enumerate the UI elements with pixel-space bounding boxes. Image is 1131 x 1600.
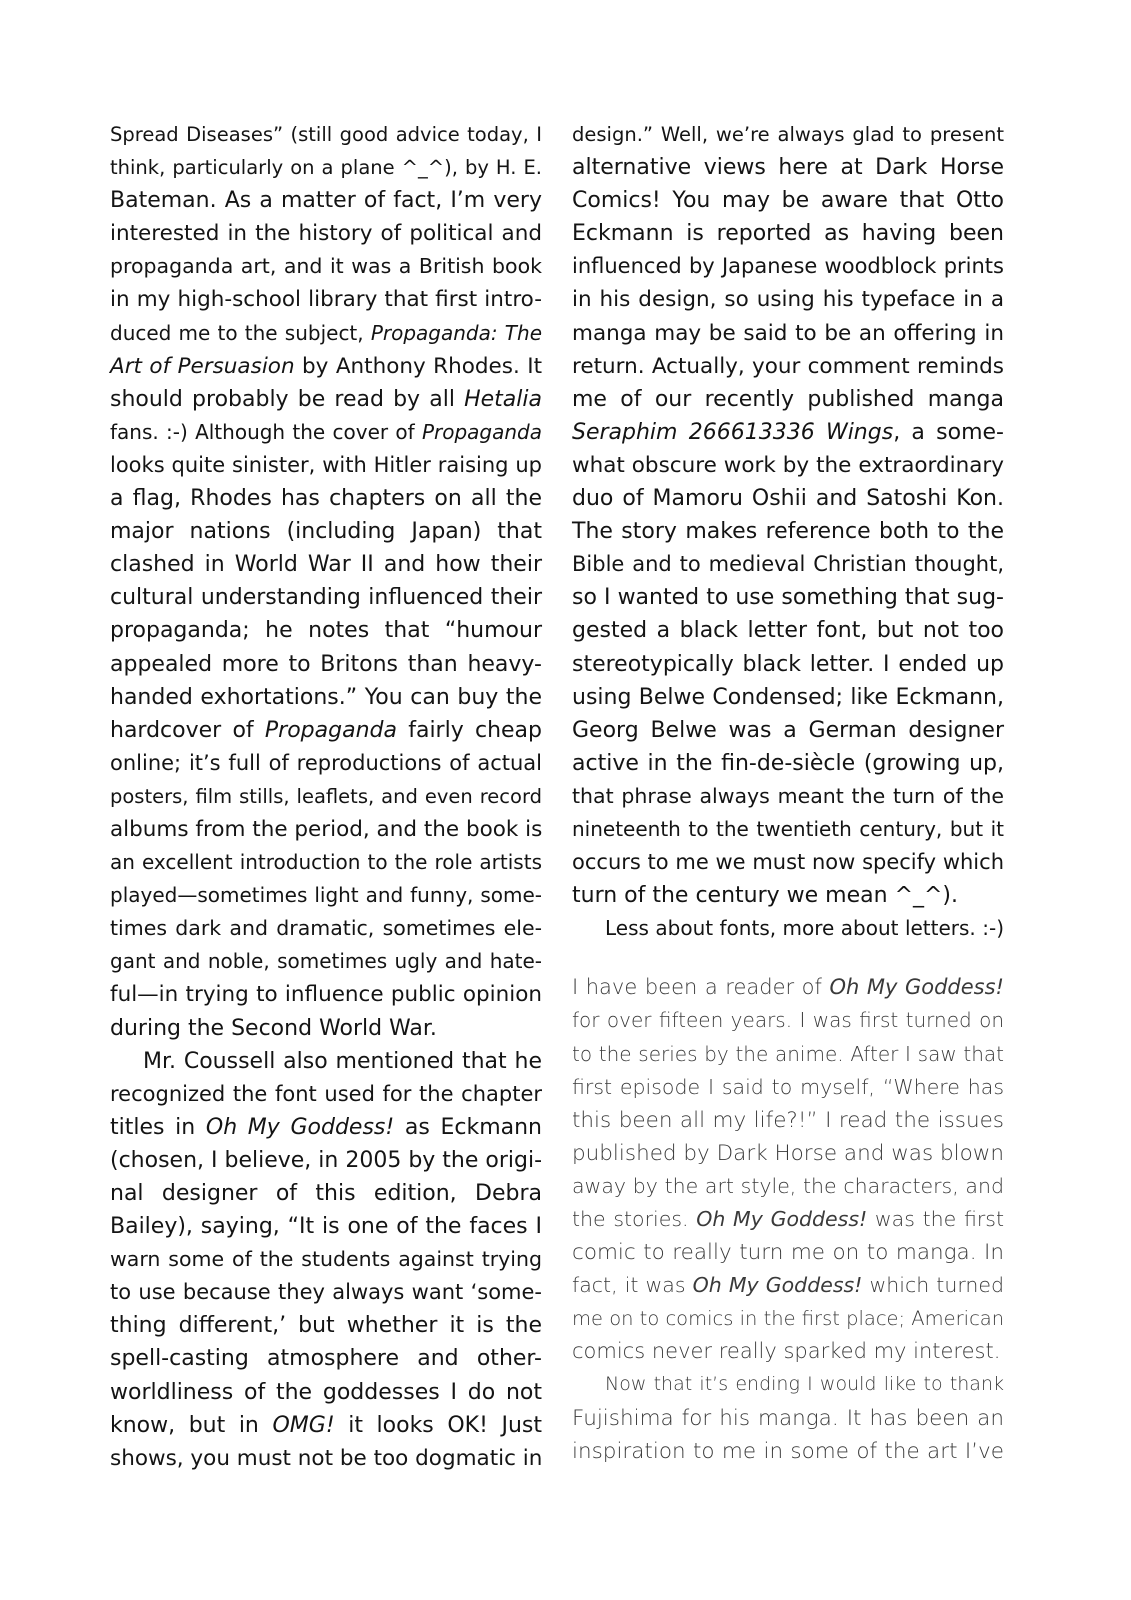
- text-line: this been all my life?!” I read the issues: [572, 1107, 1004, 1133]
- text-line: Bailey), saying, “It is one of the faces I: [110, 1214, 542, 1240]
- manga-title: OMG!: [272, 1412, 335, 1438]
- book-title: Propaganda: The: [370, 320, 542, 345]
- text-line: nineteenth to the twentieth century, but it: [572, 816, 1004, 841]
- manga-title: Oh My Goddess!: [205, 1114, 395, 1140]
- manga-title: Oh My Goddess!: [696, 1207, 868, 1231]
- text-line: for over fifteen years. I was first turned on: [572, 1008, 1004, 1033]
- text-line: interested in the history of political and: [110, 221, 542, 247]
- text-line: stereotypically black letter. I ended up: [572, 651, 1004, 677]
- text-line: in my high-school library that first intro-: [110, 287, 542, 313]
- text-line: think, particularly on a plane ^_^), by H. E.: [110, 156, 542, 180]
- text-line: active in the fin-de-siècle (growing up,: [572, 750, 1004, 776]
- left-column: [110, 118, 542, 1475]
- text-line: during the Second World War.: [110, 1015, 437, 1041]
- text-line: fans. :-) Although the cover of Propaganda: [110, 419, 542, 444]
- text-line: so I wanted to use something that sug-: [572, 585, 1004, 611]
- text-line: to use because they always want ‘some-: [110, 1280, 542, 1305]
- text-line: published by Dark Horse and was blown: [572, 1140, 1004, 1166]
- text-line: that phrase always meant the turn of the: [572, 783, 1004, 808]
- text-line: duo of Mamoru Oshii and Satoshi Kon.: [572, 486, 1004, 512]
- text-line: Fujishima for his manga. It has been an: [572, 1405, 1004, 1431]
- text-line: know, but in OMG! it looks OK! Just: [110, 1412, 543, 1438]
- text-line: clashed in World War II and how their: [110, 552, 542, 578]
- text-line: should probably be read by all Hetalia: [110, 386, 542, 412]
- text-line: me of our recently published manga: [572, 386, 1004, 412]
- book-title: Propaganda: [421, 419, 542, 444]
- text-line: using Belwe Condensed; like Eckmann,: [572, 684, 1004, 710]
- text-line: Bateman. As a matter of fact, I’m very: [110, 188, 542, 214]
- text-line: spell-casting atmosphere and other-: [110, 1346, 542, 1372]
- text-line: occurs to me we must now specify which: [572, 850, 1004, 875]
- text-line: the stories. Oh My Goddess! was the first: [572, 1207, 1005, 1231]
- text-line: Mr. Coussell also mentioned that he: [143, 1048, 542, 1074]
- text-line: me on to comics in the first place; American: [572, 1307, 1005, 1331]
- text-line: turn of the century we mean ^_^).: [572, 883, 959, 909]
- text-line: Seraphim 266613336 Wings, a some-: [572, 419, 1004, 445]
- text-line: manga may be said to be an offering in: [572, 320, 1004, 346]
- text-line: Less about fonts, more about letters. :-): [605, 916, 1004, 941]
- manga-title: Seraphim 266613336 Wings: [572, 419, 894, 445]
- text-line: propaganda; he notes that “humour: [110, 618, 542, 644]
- text-line: alternative views here at Dark Horse: [572, 155, 1004, 181]
- text-line: propaganda art, and it was a British book: [110, 254, 542, 279]
- text-line: shows, you must not be too dogmatic in: [110, 1445, 543, 1471]
- book-title: Propaganda: [264, 717, 397, 743]
- text-line: nal designer of this edition, Debra: [110, 1181, 542, 1206]
- text-line: appealed more to Britons than heavy-: [110, 651, 542, 677]
- text-line: hardcover of Propaganda fairly cheap: [110, 717, 542, 743]
- text-line: warn some of the students against trying: [110, 1247, 542, 1272]
- manga-title: Hetalia: [464, 386, 542, 412]
- text-line: an excellent introduction to the role artists: [110, 850, 542, 875]
- text-line: titles in Oh My Goddess! as Eckmann: [110, 1114, 543, 1140]
- text-line: albums from the period, and the book is: [110, 816, 543, 842]
- text-line: gested a black letter font, but not too: [572, 618, 1004, 644]
- text-line: major nations (including Japan) that: [110, 519, 542, 545]
- text-line: (chosen, I believe, in 2005 by the origi-: [110, 1147, 543, 1173]
- text-line: design.” Well, we’re always glad to present: [572, 123, 1004, 146]
- text-line: Spread Diseases” (still good advice today, I: [110, 123, 542, 146]
- text-line: first episode I said to myself, “Where has: [572, 1074, 1004, 1099]
- text-line: recognized the font used for the chapter: [110, 1081, 542, 1106]
- text-line: Eckmann is reported as having been: [572, 221, 1004, 247]
- text-line: comics never really sparked my interest.: [572, 1339, 1001, 1364]
- text-line: posters, film stills, leaflets, and even record: [110, 784, 542, 808]
- text-line: thing different,’ but whether it is the: [110, 1313, 542, 1339]
- text-line: return. Actually, your comment reminds: [572, 353, 1004, 379]
- text-line: duced me to the subject, Propaganda: The: [110, 320, 542, 345]
- text-line: fact, it was Oh My Goddess! which turned: [572, 1273, 1005, 1298]
- text-line: I have been a reader of Oh My Goddess!: [572, 975, 1004, 1000]
- text-line: in his design, so using his typeface in a: [572, 287, 1004, 313]
- text-line: away by the art style, the characters, and: [572, 1173, 1004, 1198]
- text-line: cultural understanding influenced their: [110, 585, 542, 611]
- text-line: played—sometimes light and funny, some-: [110, 883, 542, 908]
- text-line: The story makes reference both to the: [572, 519, 1004, 545]
- text-line: handed exhortations.” You can buy the: [110, 684, 542, 710]
- text-line: times dark and dramatic, sometimes ele-: [110, 916, 542, 941]
- text-line: Art of Persuasion by Anthony Rhodes. It: [110, 353, 542, 379]
- text-line: Now that it’s ending I would like to thank: [605, 1373, 1004, 1396]
- book-title: Art of Persuasion: [110, 353, 295, 379]
- manga-title: Oh My Goddess!: [829, 975, 1004, 1000]
- text-line: online; it’s full of reproductions of actual: [110, 750, 542, 775]
- text-line: looks quite sinister, with Hitler raising up: [110, 452, 542, 477]
- text-line: worldliness of the goddesses I do not: [110, 1379, 542, 1405]
- text-line: to the series by the anime. After I saw that: [572, 1041, 1004, 1066]
- text-line: comic to really turn me on to manga. In: [572, 1240, 1004, 1266]
- right-column: [572, 118, 1004, 1468]
- text-line: Georg Belwe was a German designer: [572, 717, 1004, 743]
- text-line: a flag, Rhodes has chapters on all the: [110, 486, 542, 512]
- text-line: inspiration to me in some of the art I’ve: [572, 1438, 1004, 1464]
- text-line: influenced by Japanese woodblock prints: [572, 254, 1004, 279]
- letter-separator: [572, 945, 1004, 971]
- manga-title: Oh My Goddess!: [692, 1273, 863, 1298]
- text-line: ful—in trying to influence public opinion: [110, 982, 542, 1008]
- text-line: Comics! You may be aware that Otto: [572, 188, 1004, 214]
- text-line: what obscure work by the extraordinary: [572, 452, 1004, 478]
- text-line: Bible and to medieval Christian thought,: [572, 552, 1004, 577]
- text-line: gant and noble, sometimes ugly and hate-: [110, 949, 542, 974]
